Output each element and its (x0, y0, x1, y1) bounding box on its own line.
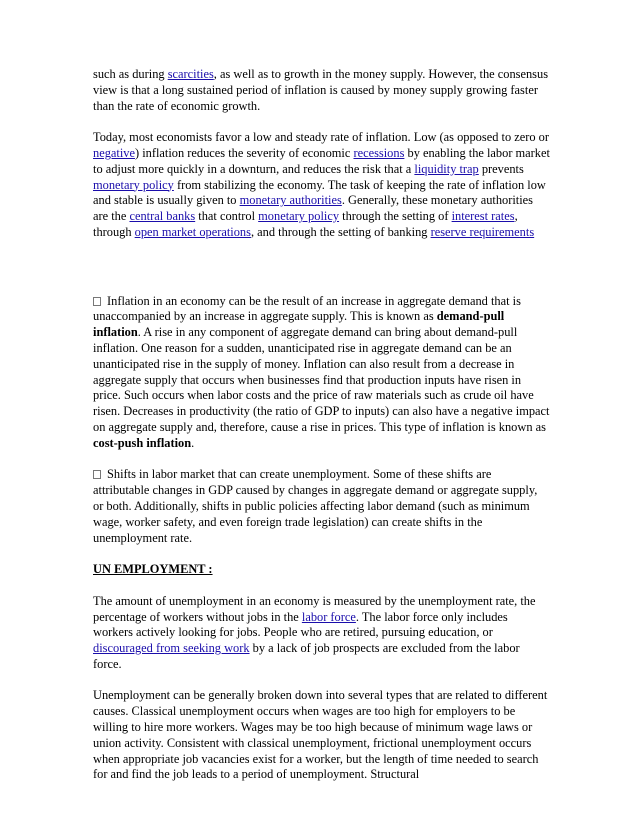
paragraph-labor-shifts (93, 467, 550, 546)
text: Shifts in labor market that can create unemployment. Some of these shifts are attributable changes in GDP caused by changes in aggregate demand or aggregate supply, or both. Additionally, shifts in public policies affecting labor demand (such as minimum wage, worker safety, and even foreign trade legislation) can create shifts in the unemployment rate. (93, 467, 538, 545)
text: . Generally, these monetary authorities are the (93, 193, 533, 224)
link-discouraged-worker[interactable]: discouraged from seeking work (93, 641, 250, 656)
link-central-banks[interactable]: central banks (129, 209, 196, 224)
text: through the setting of (339, 209, 452, 224)
paragraph-low-inflation (93, 130, 550, 241)
text: . A rise in any component of aggregate demand can bring about demand-pull inflation. One reason for a sudden, unanticipated rise in aggregate demand can be an unanticipated rise in the supply of money. Inflation can also result from a decrease in aggregate supply that occurs when businesses find that production inputs have risen in price. Such occurs when labor costs and the price of raw materials such as crude oil have risen. Decreases in productivity (the ratio of GDP to inputs) can also have a negative impact on aggregate supply and, therefore, cause a rise in prices. This type of inflation is known as (93, 325, 550, 434)
text: The amount of unemployment in an economy is measured by the unemployment rate, the percentage of workers without jobs in the (93, 593, 536, 624)
link-monetary-authorities[interactable]: monetary authorities (239, 193, 342, 208)
paragraph-demand-pull (93, 294, 550, 452)
paragraph-unemployment-rate (93, 594, 550, 673)
link-open-market-operations[interactable]: open market operations (134, 224, 251, 239)
link-liquidity-trap[interactable]: liquidity trap (414, 161, 479, 176)
term-cost-push: cost-push inflation (93, 435, 192, 450)
link-labor-force[interactable]: labor force (301, 609, 356, 624)
spacer (93, 257, 550, 294)
link-recessions[interactable]: recessions (353, 145, 405, 160)
text: , as well as to growth in the money supply. However, the consensus view is that a long sustained period of inflation is caused by money supply growing faster than the rate of economic growth. (93, 67, 549, 113)
text: Unemployment can be generally broken down into several types that are related to different causes. Classical unemployment occurs when wages are too high for employers to be willing to hire more workers. Wages may be too high because of minimum wage laws or union activity. Consistent with classical unemployment, frictional unemployment occurs when appropriate job vacancies exist for a worker, but the length of time needed to search for and find the job leads to a period of unemployment. Structural (93, 688, 548, 782)
link-monetary-policy-2[interactable]: monetary policy (258, 209, 340, 224)
link-reserve-requirements[interactable]: reserve requirements (430, 224, 535, 239)
term-demand-pull: demand-pull inflation (93, 309, 505, 340)
link-interest-rates[interactable]: interest rates (451, 209, 515, 224)
text: such as during (93, 67, 168, 81)
text: . The labor force only includes workers actively looking for jobs. People who are retired, pursuing education, or (93, 609, 508, 640)
text: by a lack of job prospects are excluded from the labor force. (93, 641, 520, 671)
bullet-box-icon (93, 470, 101, 479)
text: prevents (478, 161, 524, 176)
text: Inflation in an economy can be the result of an increase in aggregate demand that is unaccompanied by an increase in aggregate supply. This is known as (93, 293, 521, 324)
text: , and through the setting of banking (250, 224, 431, 239)
text: , through (93, 209, 518, 239)
link-scarcities[interactable]: scarcities (167, 67, 214, 81)
section-heading-unemployment: UN EMPLOYMENT : (93, 562, 213, 577)
paragraph-unemployment-types (93, 688, 550, 783)
bullet-box-icon (93, 297, 101, 306)
text: from stabilizing the economy. The task of keeping the rate of inflation low and stable is usually given to (93, 177, 546, 208)
link-negative[interactable]: negative (93, 145, 135, 160)
text: Today, most economists favor a low and steady rate of inflation. Low (as opposed to zero or (93, 130, 549, 145)
text: that control (195, 209, 259, 224)
link-monetary-policy[interactable]: monetary policy (93, 177, 174, 192)
paragraph-inflation-causes (93, 67, 550, 114)
text: by enabling the labor market to adjust more quickly in a downturn, and reduces the risk that a (93, 145, 550, 176)
text: ) inflation reduces the severity of economic (134, 145, 354, 160)
text: . (191, 435, 195, 450)
